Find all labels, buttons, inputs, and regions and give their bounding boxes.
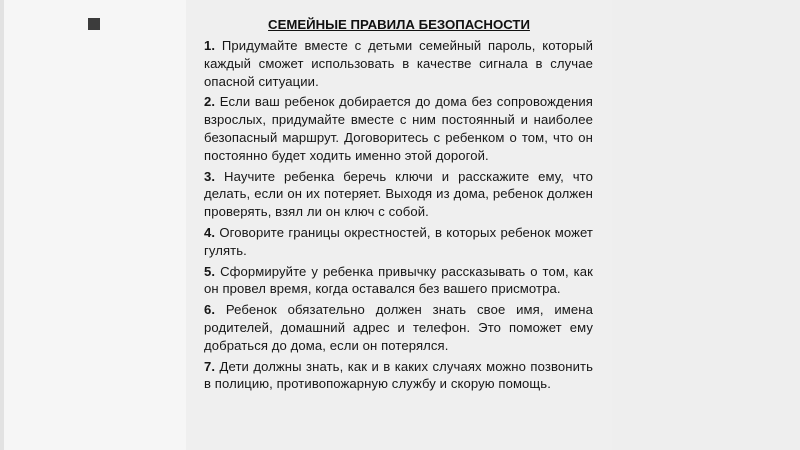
rule-number: 4.: [204, 224, 216, 240]
rule-text: Если ваш ребенок добирается до дома без сопровождения взрослых, придумайте вместе с ним постоянный и наиболее безопасный маршрут. Договоритесь с ребенком о том, что он постоянно будет ходить именно этой дорогой.: [204, 94, 593, 163]
rule-item: [204, 224, 593, 260]
rule-item: [204, 93, 593, 164]
rule-item: [204, 358, 593, 394]
rule-item: [204, 301, 593, 354]
rule-item: [204, 168, 593, 221]
left-edge-line: [0, 0, 4, 450]
rule-number: 7.: [204, 358, 216, 374]
rule-number: 6.: [204, 302, 216, 318]
rule-text: Придумайте вместе с детьми семейный пароль, который каждый сможет использовать в качестве сигнала в случае опасной ситуации.: [204, 38, 593, 89]
slide-content: [186, 0, 612, 450]
decorative-square: [88, 18, 100, 30]
rule-text: Сформируйте у ребенка привычку рассказывать о том, как он провел время, когда оставался без вашего присмотра.: [204, 263, 593, 297]
rule-text: Ребенок обязательно должен знать свое имя, имена родителей, домашний адрес и телефон. Это поможет ему добраться до дома, если он потерялся.: [204, 302, 593, 353]
rule-item: [204, 263, 593, 299]
rules-list: [204, 37, 593, 396]
rule-text: Научите ребенка беречь ключи и расскажите ему, что делать, если он их потеряет. Выходя из дома, ребенок должен проверять, взял ли он ключ с собой.: [204, 168, 593, 220]
rule-number: 2.: [204, 94, 216, 110]
rule-number: 5.: [204, 263, 216, 279]
left-panel: [0, 0, 186, 450]
rule-text: Дети должны знать, как и в каких случаях можно позвонить в полицию, противопожарную службу и скорую помощь.: [204, 358, 593, 392]
document-title: СЕМЕЙНЫЕ ПРАВИЛА БЕЗОПАСНОСТИ: [268, 17, 530, 32]
rule-item: [204, 37, 593, 90]
rule-text: Оговорите границы окрестностей, в которых ребенок может гулять.: [204, 224, 593, 258]
rule-number: 1.: [204, 38, 216, 53]
rule-number: 3.: [204, 168, 216, 184]
